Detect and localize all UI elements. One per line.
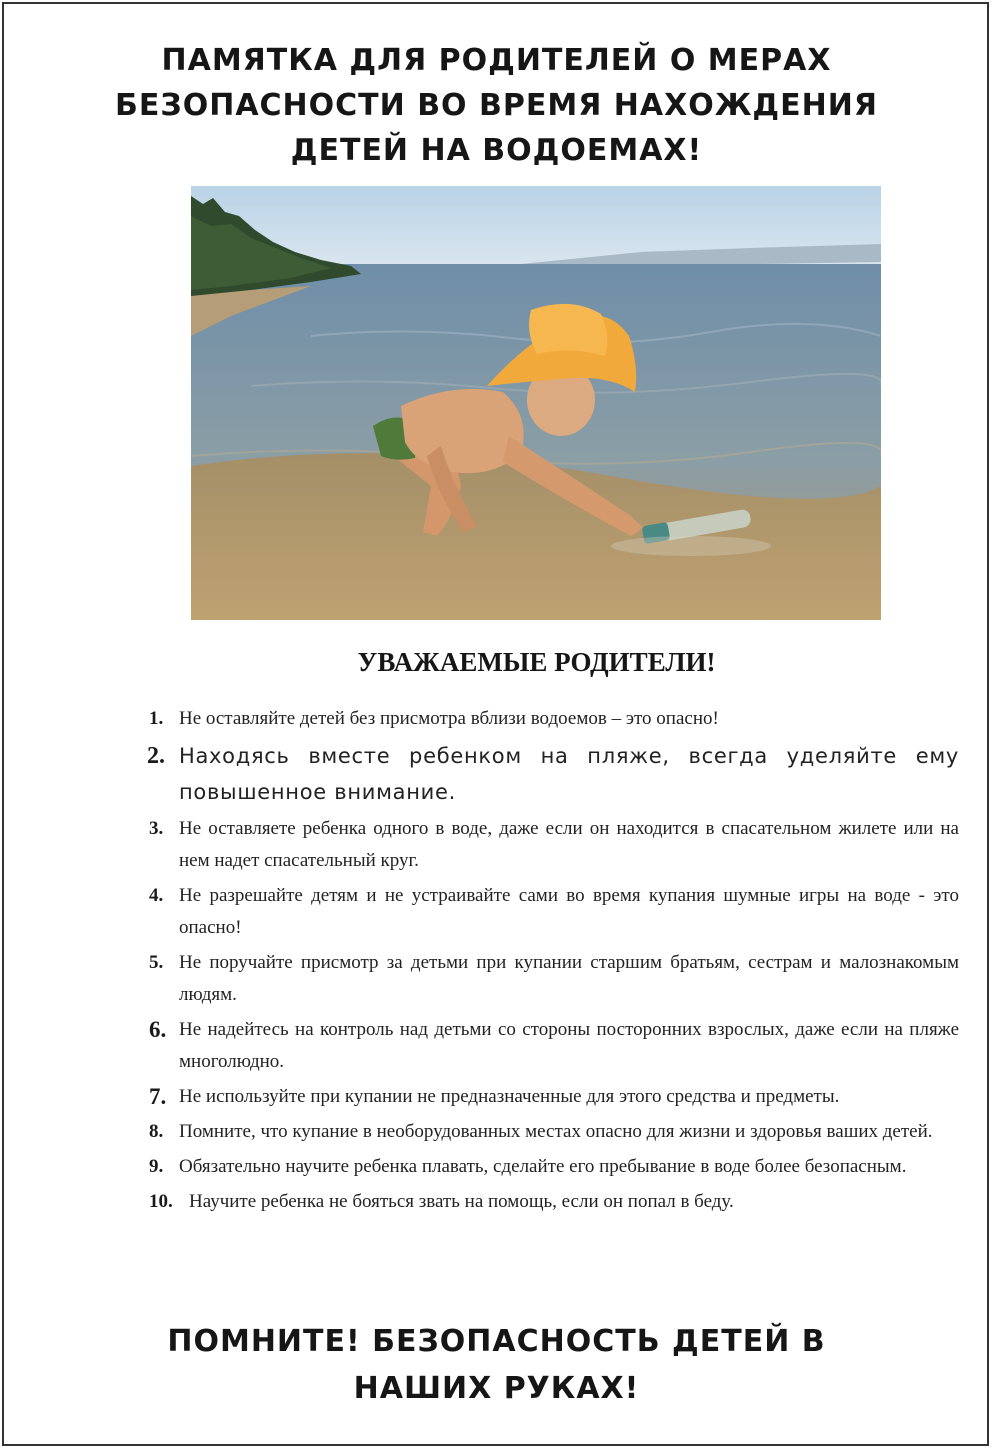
rule-text: Не оставляете ребенка одного в воде, даже если он находится в спасательном жилете или на нем надет спасательный круг. [179,818,959,871]
footer-line: ПОМНИТЕ! БЕЗОПАСНОСТЬ ДЕТЕЙ В [167,1324,826,1359]
rule-text: Не надейтесь на контроль над детьми со стороны посторонних взрослых, даже если на пляже многолюдно. [179,1019,959,1072]
rule-text: Научите ребенка не бояться звать на помощь, если он попал в беду. [189,1191,734,1212]
rule-number: 1. [149,708,164,729]
rule-number: 5. [149,952,164,973]
list-item [143,947,959,1011]
list-item [143,1014,959,1078]
rule-number: 8. [149,1121,164,1142]
list-item [143,1116,959,1148]
rule-number: 9. [149,1156,164,1177]
rule-number: 3. [149,818,164,839]
safety-rules-list [143,703,959,1221]
title-line: ПАМЯТКА ДЛЯ РОДИТЕЛЕЙ О МЕРАХ [161,43,832,78]
rule-text: Помните, что купание в необорудованных местах опасно для жизни и здоровья ваших детей. [179,1121,933,1142]
rule-number: 7. [149,1084,167,1109]
title-line: БЕЗОПАСНОСТИ ВО ВРЕМЯ НАХОЖДЕНИЯ [115,88,878,123]
child-at-lake-photo [191,186,881,620]
footer-line: НАШИХ РУКАХ! [353,1371,640,1406]
page-title [60,38,933,173]
rule-text: Не поручайте присмотр за детьми при купании старшим братьям, сестрам и малознакомым людям. [179,952,959,1005]
title-line: ДЕТЕЙ НА ВОДОЕМАХ! [290,133,703,168]
rule-number: 6. [149,1017,167,1042]
closing-slogan [60,1318,933,1412]
rule-text: Находясь вместе ребенком на пляже, всегда уделяйте ему повышенное внимание. [179,744,959,804]
rule-number: 4. [149,885,164,906]
list-item [143,738,959,810]
section-heading: УВАЖАЕМЫЕ РОДИТЕЛИ! [357,647,716,677]
rule-text: Не оставляйте детей без присмотра вблизи водоемов – это опасно! [179,708,719,729]
rule-text: Не используйте при купании не предназначенные для этого средства и предметы. [179,1086,840,1107]
rule-number: 2. [147,743,165,769]
list-item [143,880,959,944]
list-item [143,703,959,735]
rule-text: Не разрешайте детям и не устраивайте сами во время купания шумные игры на воде - это опасно! [179,885,959,938]
list-item [143,1151,959,1183]
rule-text: Обязательно научите ребенка плавать, сделайте его пребывание в воде более безопасным. [179,1156,907,1177]
rule-number: 10. [149,1191,173,1212]
list-item [143,1081,959,1113]
list-item [143,813,959,877]
list-item [143,1186,959,1218]
